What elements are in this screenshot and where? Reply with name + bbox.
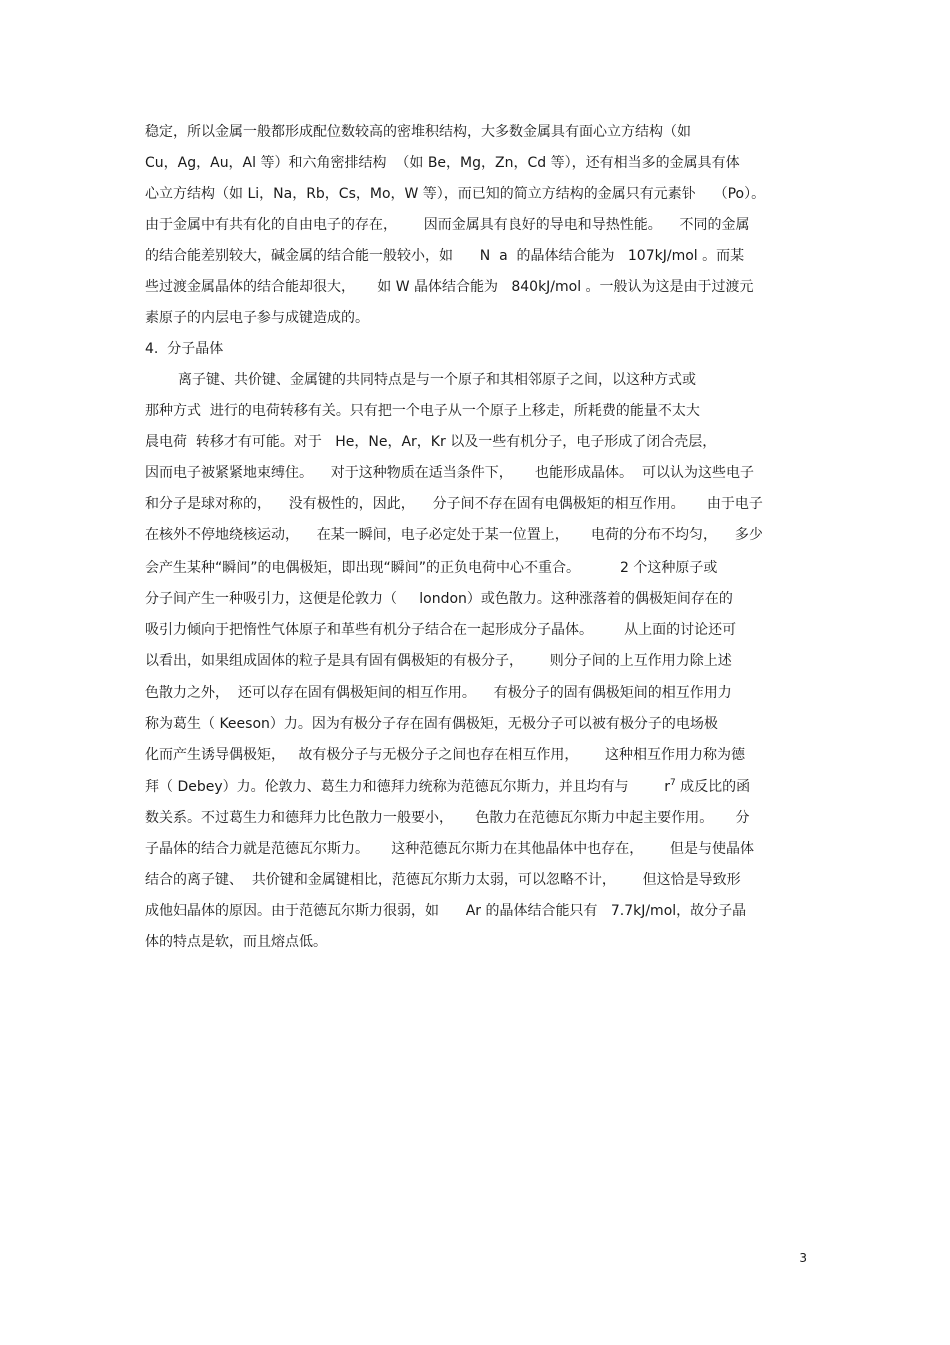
text-line: 吸引力倾向于把惰性气体原子和革些有机分子结合在一起形成分子晶体。 从上面的讨论还可 — [145, 622, 737, 638]
text-line: 那种方式 进行的电荷转移有关。只有把一个电子从一个原子上移走，所耗费的能量不太大 — [145, 403, 700, 419]
text-line: 成他妇晶体的原因。由于范德瓦尔斯力很弱，如 Ar 的晶体结合能只有 7.7kJ/mol，故分子晶 — [145, 903, 747, 919]
text-segment: 拜（ Debey）力。伦敦力、葛生力和德拜力统称为范德瓦尔斯力，并且均有与 r — [145, 779, 670, 795]
text-line: 子晶体的结合力就是范德瓦尔斯力。 这种范德瓦尔斯力在其他晶体中也存在， 但是与使晶体 — [145, 841, 754, 857]
text-line: 素原子的内层电子参与成键造成的。 — [145, 310, 369, 326]
text-line: 晨电荷 转移才有可能。对于 He，Ne，Ar，Kr 以及一些有机分子，电子形成了闭合壳层， — [145, 434, 717, 450]
text-line: 由于金属中有共有化的自由电子的存在， 因而金属具有良好的导电和导热性能。 不同的金属 — [145, 217, 750, 233]
text-line: 色散力之外， 还可以存在固有偶极矩间的相互作用。 有极分子的固有偶极矩间的相互作用力 — [145, 685, 732, 701]
text-line: 稳定，所以金属一般都形成配位数较高的密堆积结构，大多数金属具有面心立方结构（如 — [145, 124, 691, 140]
text-line: 数关系。不过葛生力和德拜力比色散力一般要小， 色散力在范德瓦尔斯力中起主要作用。 分 — [145, 810, 750, 826]
text-segment: 成反比的函 — [675, 779, 751, 795]
section-heading: 4. 分子晶体 — [145, 341, 224, 357]
text-line: 些过渡金属晶体的结合能却很大， 如 W 晶体结合能为 840kJ/mol 。一般认为这是由于过渡元 — [145, 279, 754, 295]
text-line: 会产生某种“瞬间”的电偶极矩，即出现“瞬间”的正负电荷中心不重合。 2 个这种原子或 — [145, 560, 718, 576]
superscript: 7 — [670, 778, 676, 788]
text-line: 以看出，如果组成固体的粒子是具有固有偶极矩的有极分子， 则分子间的上互作用力除上述 — [145, 653, 732, 669]
page-number: 3 — [799, 1251, 807, 1265]
text-line: 体的特点是软，而且熔点低。 — [145, 934, 327, 950]
text-line: 离子键、共价键、金属键的共同特点是与一个原子和其相邻原子之间，以这种方式或 — [178, 372, 696, 388]
text-line: 分子间产生一种吸引力，这便是伦敦力（ london）或色散力。这种涨落着的偶极矩间存在的 — [145, 591, 733, 607]
text-line: 的结合能差别较大，碱金属的结合能一般较小，如 N a 的晶体结合能为 107kJ/mol 。而某 — [145, 248, 745, 264]
text-line: 化而产生诱导偶极矩， 故有极分子与无极分子之间也存在相互作用， 这种相互作用力称为德 — [145, 747, 746, 763]
text-line: 在核外不停地绕核运动， 在某一瞬间，电子必定处于某一位置上， 电荷的分布不均匀， 多少 — [145, 527, 763, 543]
text-line: 称为葛生（ Keeson）力。因为有极分子存在固有偶极矩，无极分子可以被有极分子的电场极 — [145, 716, 718, 732]
text-line: 心立方结构（如 Li，Na，Rb，Cs，Mo，W 等），而已知的简立方结构的金属只有元素钋 （Po）。 — [145, 186, 766, 202]
text-line — [145, 777, 750, 797]
text-line: 因而电子被紧紧地束缚住。 对于这种物质在适当条件下， 也能形成晶体。 可以认为这些电子 — [145, 465, 754, 481]
text-line: Cu，Ag，Au，Al 等）和六角密排结构 （如 Be，Mg，Zn，Cd 等），还有相当多的金属具有体 — [145, 155, 740, 171]
text-line: 结合的离子键、 共价键和金属键相比，范德瓦尔斯力太弱，可以忽略不计， 但这恰是导致形 — [145, 872, 741, 888]
text-line: 和分子是球对称的， 没有极性的，因此， 分子间不存在固有电偶极矩的相互作用。 由于电子 — [145, 496, 763, 512]
